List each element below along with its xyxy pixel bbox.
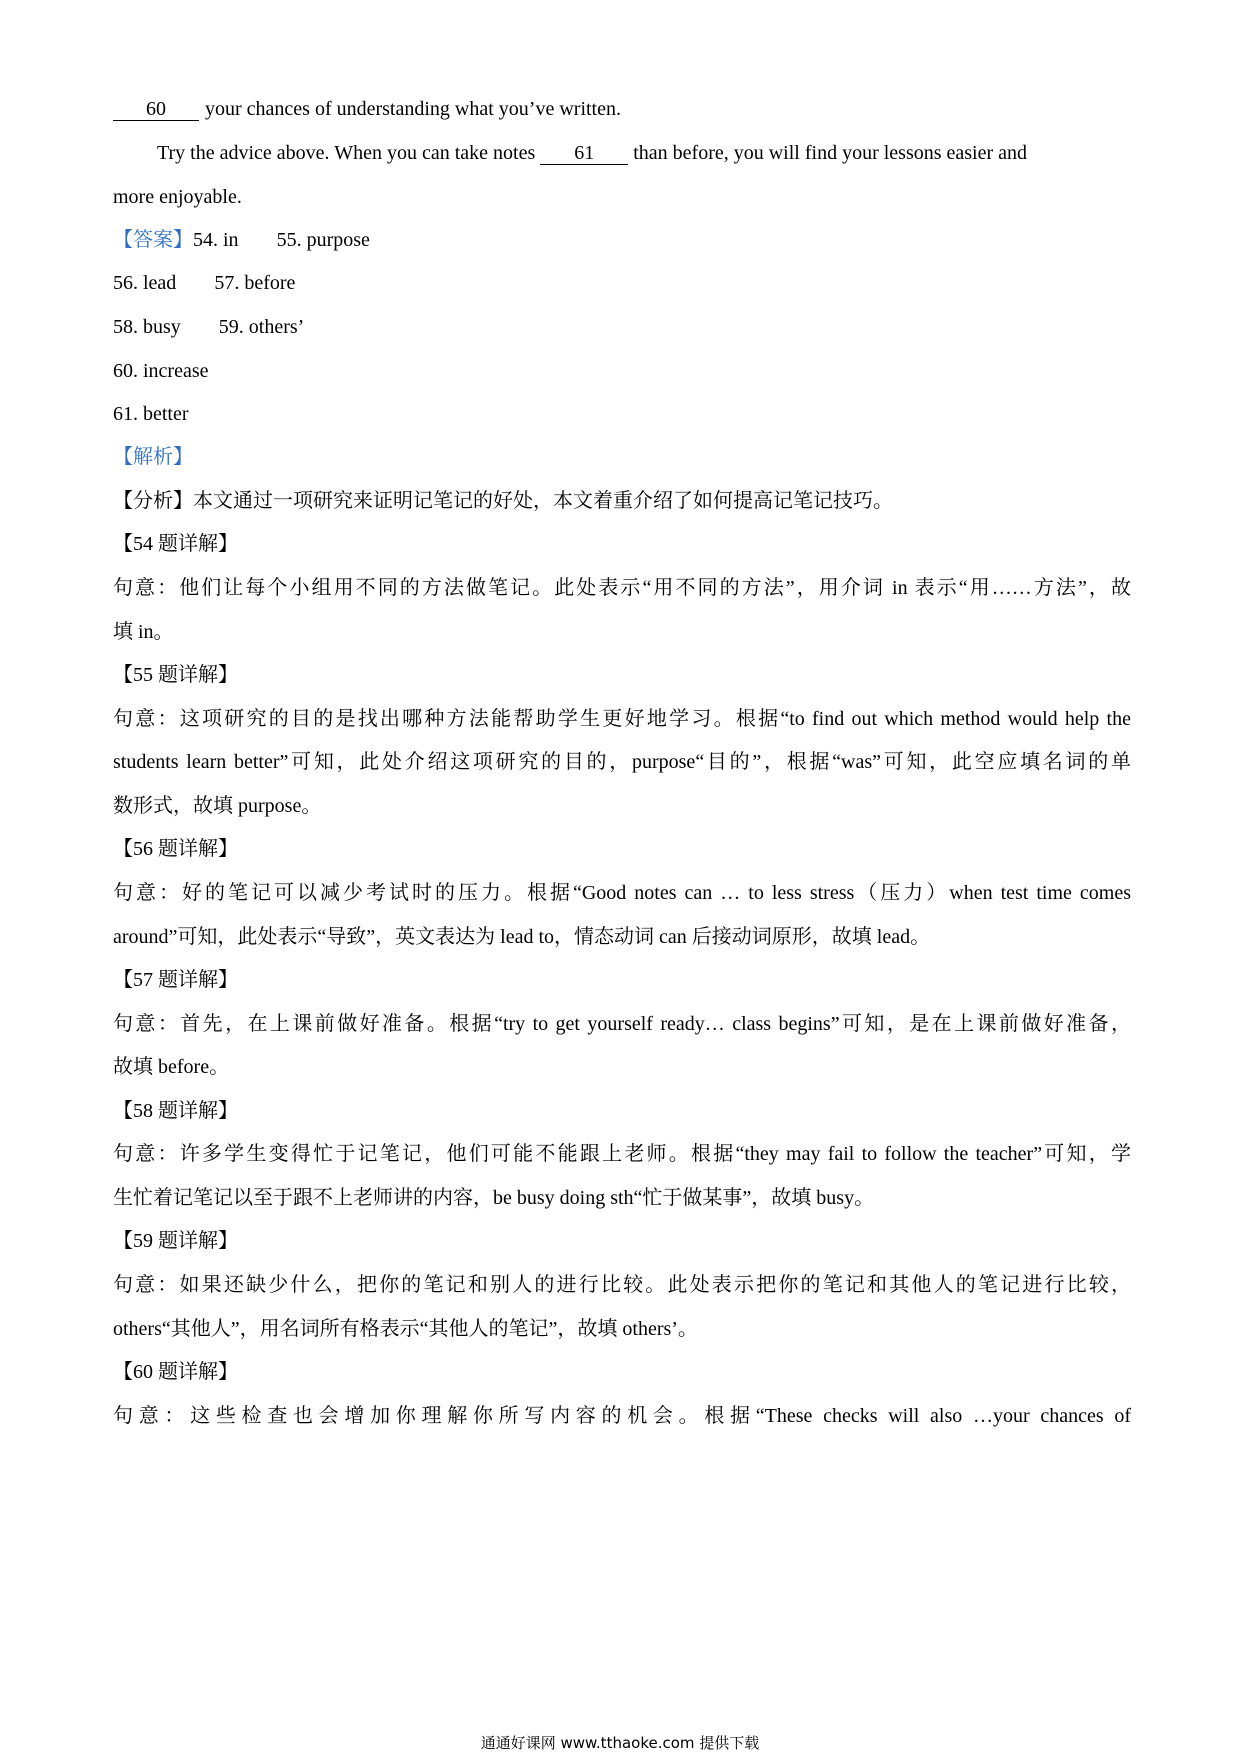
detail-header-58: 【58 题详解】 [113, 1100, 238, 1122]
detail-text: 句意：如果还缺少什么，把你的笔记和别人的进行比较。此处表示把你的笔记和其他人的笔记进行比较， [113, 1274, 1131, 1296]
detail-header-54: 【54 题详解】 [113, 533, 238, 555]
answer-item: 57. before [214, 272, 296, 294]
blank-60: 60 [113, 98, 199, 121]
answer-item: 59. others’ [218, 316, 305, 338]
detail-header-59: 【59 题详解】 [113, 1230, 238, 1252]
analysis-summary: 【分析】本文通过一项研究来证明记笔记的好处，本文着重介绍了如何提高记笔记技巧。 [113, 490, 893, 512]
detail-text: others“其他人”，用名词所有格表示“其他人的笔记”，故填 others’。 [113, 1318, 698, 1340]
answer-line [113, 227, 370, 253]
answer-item: 61. better [113, 403, 189, 425]
page-footer: 通通好课网 www.tthaoke.com 提供下载 [480, 1734, 760, 1752]
answer-item: 55. purpose [276, 229, 370, 251]
answer-label: 【答案】 [113, 229, 193, 251]
passage-text: than before, you will find your lessons easier and [633, 142, 1028, 164]
detail-text: 故填 before。 [113, 1056, 230, 1078]
detail-text: 数形式，故填 purpose。 [113, 795, 322, 817]
answer-item: 60. increase [113, 360, 209, 382]
passage-text: Try the advice above. When you can take notes [157, 142, 536, 164]
blank-61: 61 [540, 142, 628, 165]
passage-line-3: more enjoyable. [113, 186, 242, 208]
analysis-label: 【解析】 [113, 446, 193, 468]
detail-text: 句意：许多学生变得忙于记笔记，他们可能不能跟上老师。根据“they may fail to follow the teacher”可知，学 [113, 1143, 1131, 1165]
answer-item: 56. lead [113, 272, 177, 294]
detail-text: 句意：这项研究的目的是找出哪种方法能帮助学生更好地学习。根据“to find out which method would help the [113, 708, 1131, 730]
answer-item: 58. busy [113, 316, 181, 338]
document-page [113, 0, 1133, 1754]
detail-header-56: 【56 题详解】 [113, 838, 238, 860]
passage-text: your chances of understanding what you’ve written. [205, 98, 621, 120]
detail-text: 生忙着记笔记以至于跟不上老师讲的内容，be busy doing sth“忙于做某事”，故填 busy。 [113, 1187, 875, 1209]
detail-text: 句意：好的笔记可以减少考试时的压力。根据“Good notes can … to less stress（压力）when test time comes [113, 882, 1131, 904]
detail-text: 填 in。 [113, 621, 174, 643]
passage-line-2 [157, 140, 1027, 166]
detail-text: 句意：首先，在上课前做好准备。根据“try to get yourself ready… class begins”可知，是在上课前做好准备， [113, 1013, 1131, 1035]
detail-header-57: 【57 题详解】 [113, 969, 238, 991]
detail-header-55: 【55 题详解】 [113, 664, 238, 686]
detail-text: around”可知，此处表示“导致”，英文表达为 lead to，情态动词 can 后接动词原形，故填 lead。 [113, 926, 931, 948]
detail-text: 句意：他们让每个小组用不同的方法做笔记。此处表示“用不同的方法”，用介词 in 表示“用……方法”，故 [113, 577, 1131, 599]
detail-text: students learn better”可知，此处介绍这项研究的目的，purpose“目的”，根据“was”可知，此空应填名词的单 [113, 751, 1131, 773]
detail-header-60: 【60 题详解】 [113, 1361, 238, 1383]
answer-line [113, 314, 304, 340]
answer-line [113, 270, 295, 296]
passage-line-1 [113, 96, 621, 122]
answer-item: 54. in [193, 229, 239, 251]
detail-text: 句意：这些检查也会增加你理解你所写内容的机会。根据“These checks will also …your chances of [113, 1405, 1131, 1427]
